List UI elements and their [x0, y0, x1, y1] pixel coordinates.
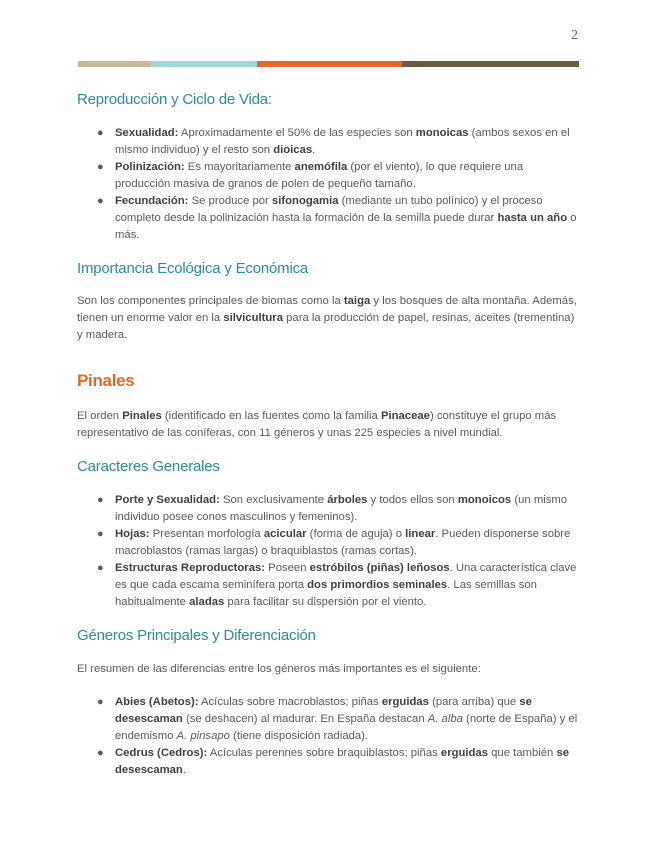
- decorative-color-bar: [78, 61, 579, 67]
- section-heading-generos: Géneros Principales y Diferenciación: [77, 627, 316, 644]
- list-item: ● Cedrus (Cedros): Acículas perennes sobre braquiblastos; piñas erguidas que también se desescaman.: [97, 747, 570, 776]
- section-heading-caracteres: Caracteres Generales: [77, 458, 220, 475]
- list-item: ● Abies (Abetos): Acículas sobre macroblastos; piñas erguidas (para arriba) que se desescaman (se deshacen) al madurar. En España destacan A. alba (norte de España) y el endemismo A. pinsapo (tiene disposición radiada).: [97, 696, 578, 742]
- list-item: ● Sexualidad: Aproximadamente el 50% de las especies son monoicas (ambos sexos en el mismo individuo) y el resto son dioicas.: [97, 127, 570, 156]
- reproduccion-list: [77, 125, 579, 244]
- document-body: [77, 88, 579, 779]
- list-item: ● Porte y Sexualidad: Son exclusivamente árboles y todos ellos son monoicos (un mismo individuo posee conos masculinos y femeninos).: [97, 494, 568, 523]
- bullet-icon: ●: [97, 747, 104, 759]
- bullet-icon: ●: [97, 528, 104, 540]
- page-number: 2: [571, 28, 578, 43]
- importancia-paragraph: Son los componentes principales de biomas como la taiga y los bosques de alta montaña. Además, tienen un enorme valor en la silvicultura para la producción de papel, resinas, aceites (trementina) y madera.: [77, 295, 577, 341]
- list-item: ● Estructuras Reproductoras: Poseen estróbilos (piñas) leñosos. Una característica clave es que cada escama seminífera porta dos primordios seminales. Las semillas son habitualmente aladas para facilitar su dispersión por el viento.: [97, 562, 577, 608]
- color-bar-segment: [257, 61, 402, 67]
- bullet-icon: ●: [97, 127, 104, 139]
- section-heading-importancia: Importancia Ecológica y Económica: [77, 260, 309, 277]
- list-item: ● Hojas: Presentan morfología acicular (forma de aguja) o linear. Pueden disponerse sobre macroblastos (ramas largas) o braquiblastos (ramas cortas).: [97, 528, 571, 557]
- caracteres-list: [77, 492, 579, 611]
- generos-list: [77, 694, 579, 779]
- bullet-icon: ●: [97, 161, 104, 173]
- color-bar-segment: [151, 61, 257, 67]
- bullet-icon: ●: [97, 494, 104, 506]
- section-heading-reproduccion: Reproducción y Ciclo de Vida:: [77, 91, 272, 108]
- page-title-pinales: Pinales: [77, 371, 135, 390]
- bullet-icon: ●: [97, 562, 104, 574]
- generos-intro: El resumen de las diferencias entre los géneros más importantes es el siguiente:: [77, 663, 481, 675]
- list-item: ● Polinización: Es mayoritariamente anemófila (por el viento), lo que requiere una producción masiva de granos de polen de pequeño tamaño.: [97, 161, 524, 190]
- bullet-icon: ●: [97, 696, 104, 708]
- color-bar-segment: [78, 61, 151, 67]
- bullet-icon: ●: [97, 195, 104, 207]
- pinales-paragraph: El orden Pinales (identificado en las fuentes como la familia Pinaceae) constituye el grupo más representativo de las coníferas, con 11 géneros y unas 225 especies a nivel mundial.: [77, 410, 557, 439]
- color-bar-segment: [402, 61, 579, 67]
- list-item: ● Fecundación: Se produce por sifonogamia (mediante un tubo polínico) y el proceso completo desde la polinización hasta la formación de la semilla puede durar hasta un año o más.: [97, 195, 577, 241]
